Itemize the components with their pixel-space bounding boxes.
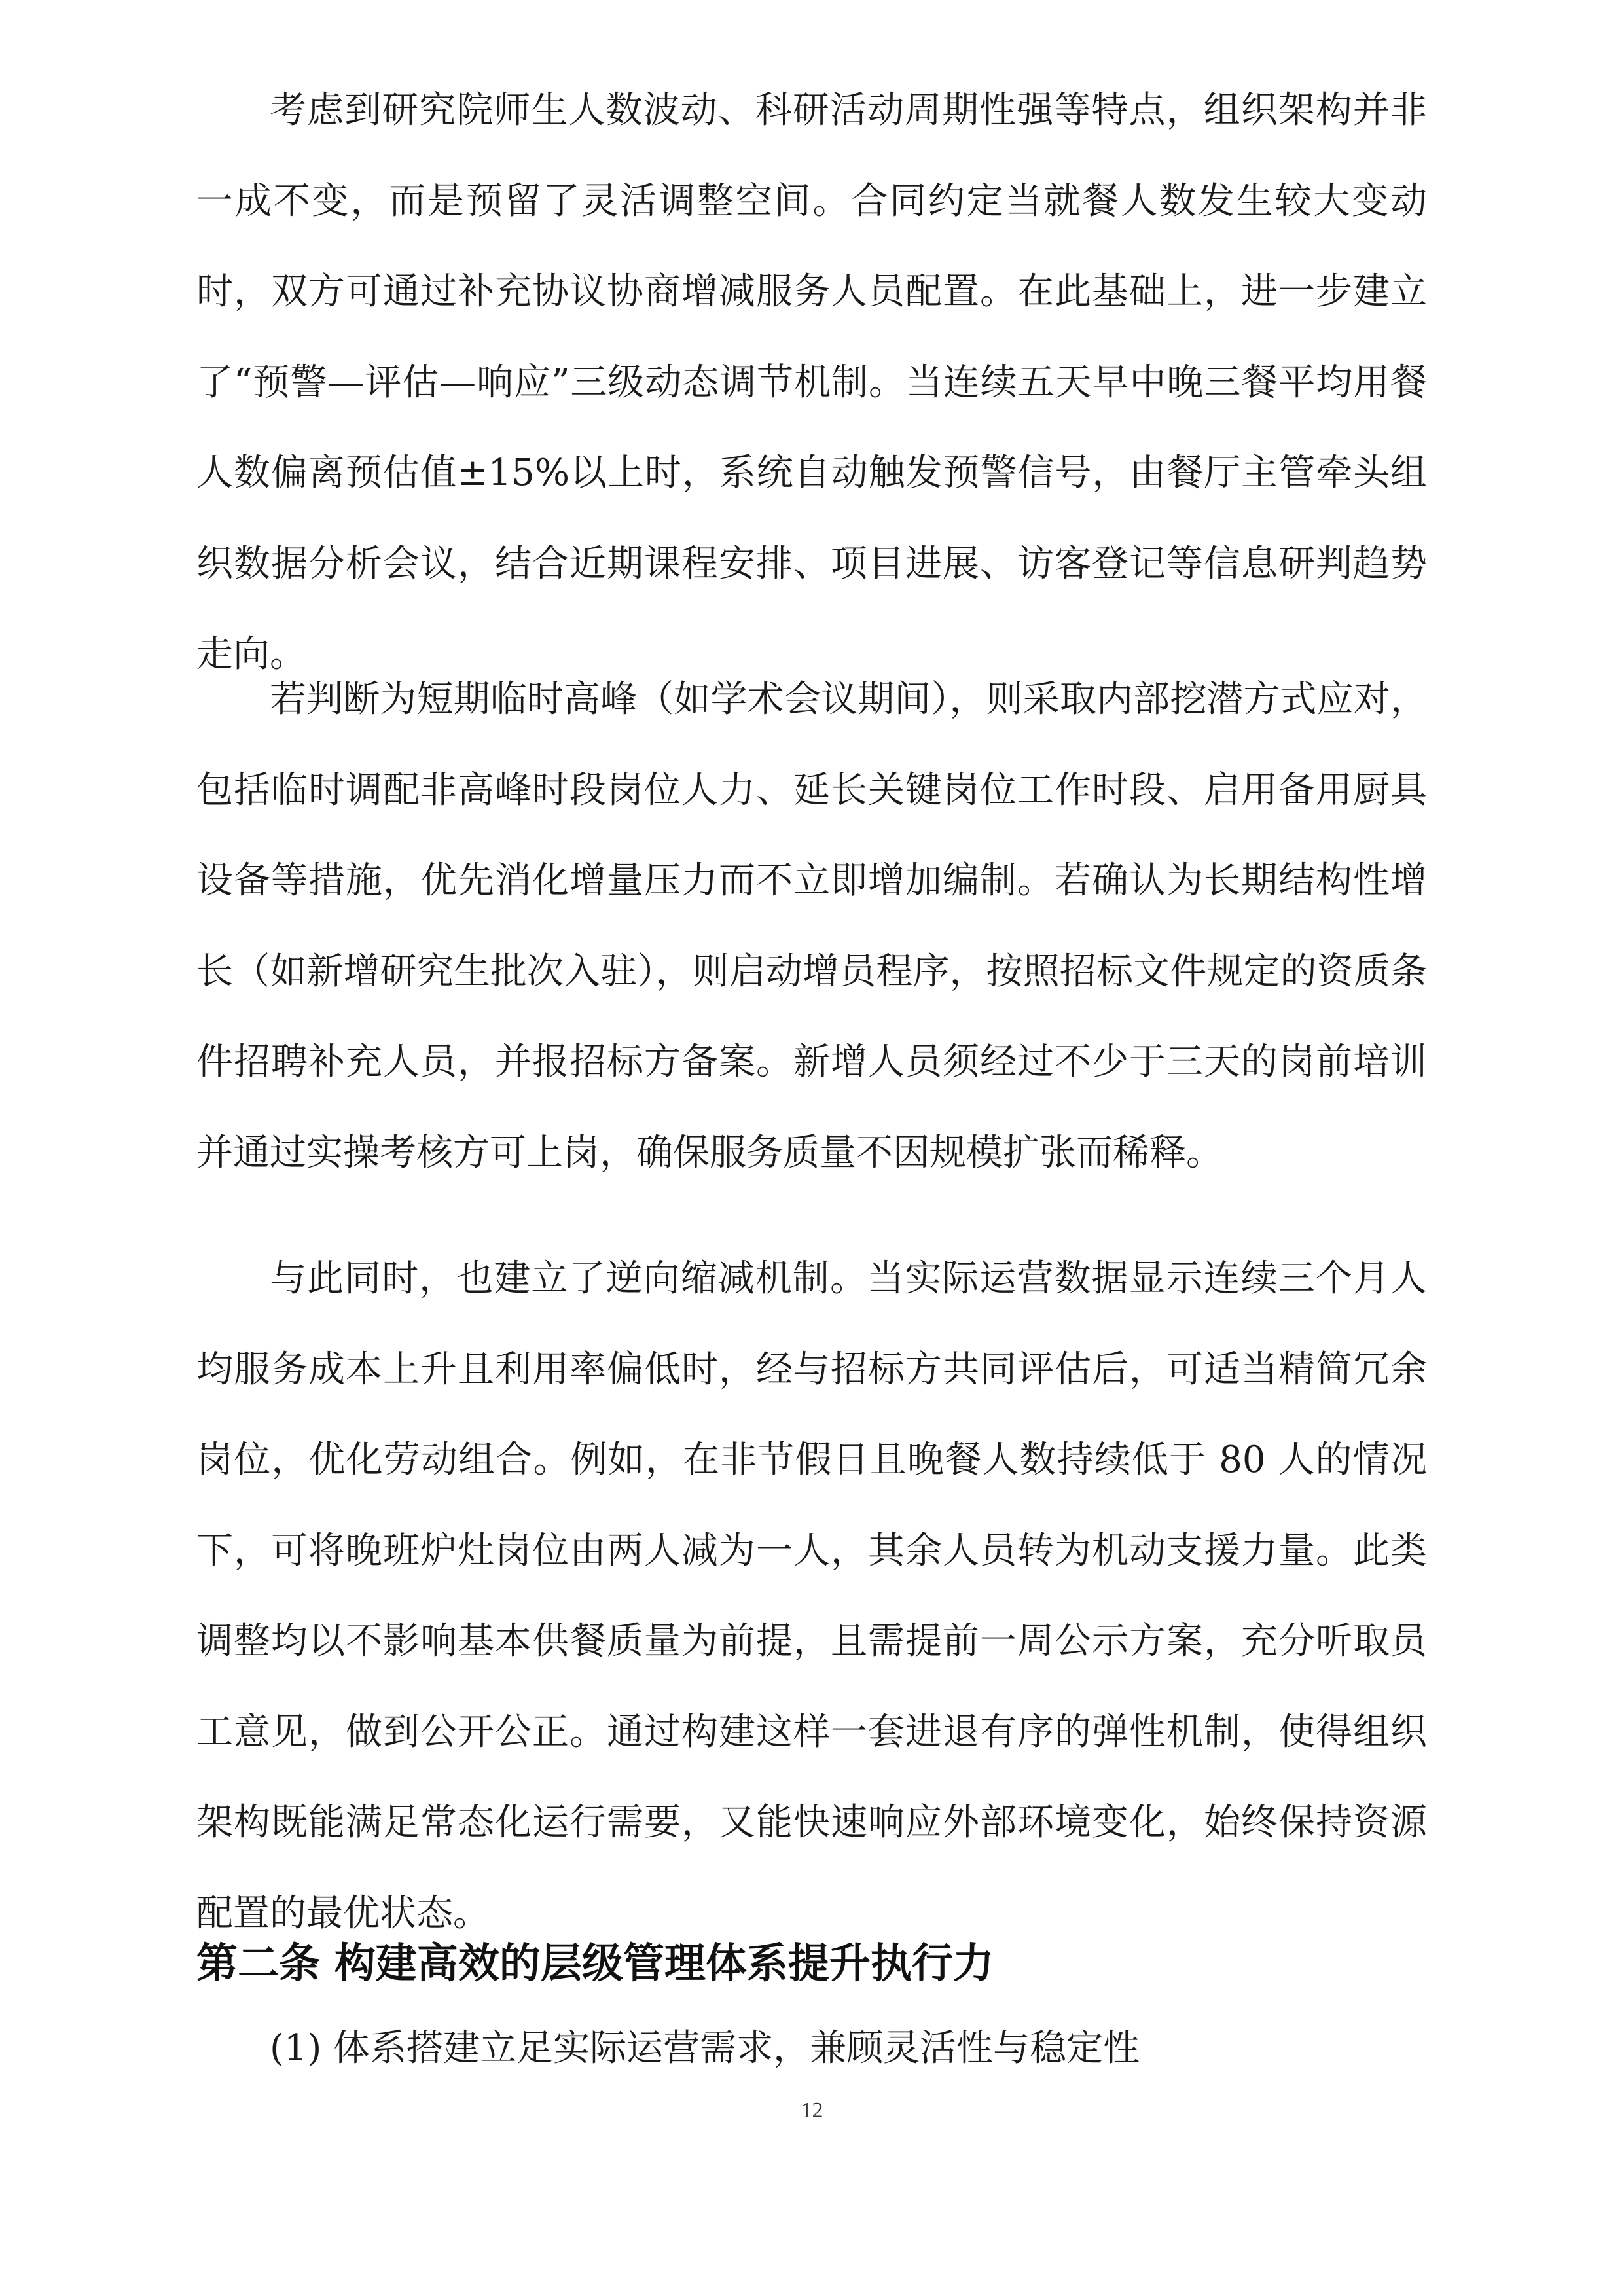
paragraph-reverse-reduction: 与此同时，也建立了逆向缩减机制。当实际运营数据显示连续三个月人均服务成本上升且利用率偏低时，经与招标方共同评估后，可适当精简冗余岗位，优化劳动组合。例如，在非节假日且晚餐人数持续低于 80 人的情况下，可将晚班炉灶岗位由两人减为一人，其余人员转为机动支援力量。此类调整均以不影响基本供餐质量为前提，且需提前一周公示方案，充分听取员工意见，做到公开公正。通过构建这样一套进退有序的弹性机制，使得组织架构既能满足常态化运行需要，又能快速响应外部环境变化，始终保持资源配置的最优状态。 (196, 1257, 1427, 1935)
paragraph-block (196, 655, 1427, 1198)
paragraph-dynamic-adjustment: 考虑到研究院师生人数波动、科研活动周期性强等特点，组织架构并非一成不变，而是预留了灵活调整空间。合同约定当就餐人数发生较大变动时，双方可通过补充协议协商增减服务人员配置。在此基础上，进一步建立了“预警—评估—响应”三级动态调节机制。当连续五天早中晚三餐平均用餐人数偏离预估值±15%以上时，系统自动触发预警信号，由餐厅主管牵头组织数据分析会议，结合近期课程安排、项目进展、访客登记等信息研判趋势走向。 (196, 89, 1427, 675)
paragraph-block (196, 65, 1427, 700)
paragraph-peak-response: 若判断为短期临时高峰（如学术会议期间），则采取内部挖潜方式应对，包括临时调配非高峰时段岗位人力、延长关键岗位工作时段、启用备用厨具设备等措施，优先消化增量压力而不立即增加编制。若确认为长期结构性增长（如新增研究生批次入驻），则启动增员程序，按照招标文件规定的资质条件招聘补充人员，并报招标方备案。新增人员须经过不少于三天的岗前培训并通过实操考核方可上岗，确保服务质量不因规模扩张而稀释。 (196, 678, 1427, 1174)
subsection-heading: (1) 体系搭建立足实际运营需求，兼顾灵活性与稳定性 (270, 2027, 1140, 2070)
page-number: 12 (801, 2098, 823, 2123)
section-heading: 第二条 构建高效的层级管理体系提升执行力 (196, 1939, 994, 1987)
paragraph-block (196, 1234, 1427, 1959)
